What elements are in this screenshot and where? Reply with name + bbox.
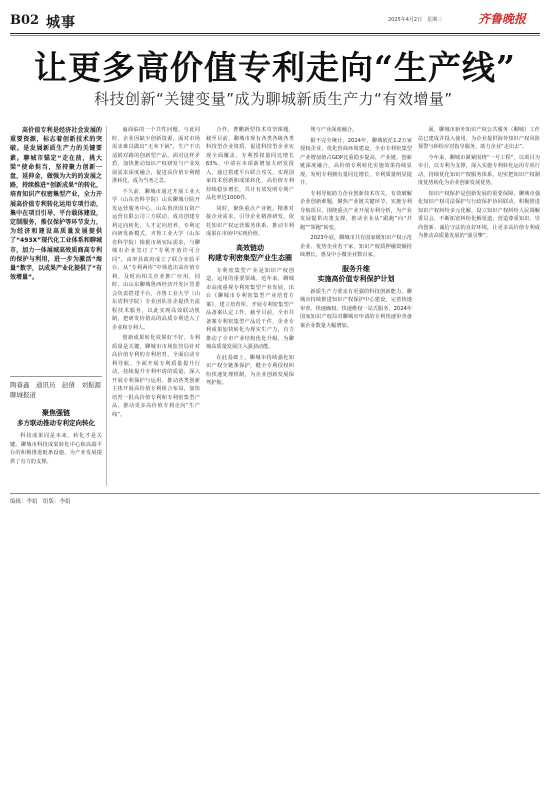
col3-heading: 高效链动 构建专利密集型产业生态圈 bbox=[208, 243, 292, 262]
header-rule bbox=[10, 33, 540, 34]
page-header bbox=[0, 0, 550, 40]
column-5 bbox=[418, 126, 540, 490]
col3-para: 在此基础上，聊城市持续强化知识产权全链条保护，健全专利侵权纠纷快速处理机制，为企业创新发展保驾护航。 bbox=[206, 354, 294, 386]
sidebar-body bbox=[10, 432, 102, 482]
page-number: B02 bbox=[10, 13, 40, 28]
section-name: 城事 bbox=[46, 15, 76, 31]
col3-para: 同时，聚焦重点产业链，精准对接企业需求，引导企业精准研发，依托知识产权运营服务体系，推动专利成果在市场中实现价值。 bbox=[206, 205, 294, 237]
lead-paragraph bbox=[10, 126, 102, 374]
column-divider bbox=[106, 126, 107, 486]
column-3 bbox=[206, 126, 294, 490]
sidebar-text: 科技成果同是未来，转化才是关键。聊城市科技成果转化中心和高端平台的积极推进链条设施，为产业发展提供了有力的支撑。 bbox=[10, 433, 102, 465]
col3-para: 专利密集型产业是知识产权创造、运用的重要领域。近年来，聊城市高度重视专利密集型产业发展，出台《聊城市专利密集型产业培育方案》，建立培育库，开展专利密集型产品备案认定工作，截至目前，全市共备案专利密集型产品近千件，企业专利成果加快转化为现实生产力，有力推动了全市产业结构优化升级，为聊城高质量发展注入强劲动能。 bbox=[206, 267, 294, 350]
col4-heading: 服务升维 实施高价值专利保护计划 bbox=[317, 264, 395, 283]
footer-rule bbox=[10, 493, 540, 494]
column-4 bbox=[300, 126, 412, 490]
col2-para: 遍面临的一个共性问题。与此同时，企业因缺少创新资源，面对市场需求难以做出“无米下锅”，生产不出适销对路的创新型产品，面对这样矛盾，加快推动知识产权研发与产业发展需求深度融合，促进高价值专利精准转化，成为当务之急。 bbox=[112, 127, 200, 184]
col5-para: 知识产权保护是创新发展的重要保障，聊城市强化知识产权司法保护与行政保护协同联动，积极推进知识产权纠纷多元化解，设立知识产权纠纷人民调解委员会，不断拓宽纠纷化解渠道，营造尊重知识、崇尚创新、诚信守法的良好环境，让更多高价值专利成为推动高质量发展的“强引擎”。 bbox=[418, 190, 540, 239]
sidebar-title: 聚焦强链 bbox=[42, 409, 70, 417]
subheadline: 科技创新“关键变量”成为聊城新质生产力“有效增量” bbox=[94, 90, 453, 108]
headline: 让更多高价值专利走向“生产线” bbox=[34, 48, 516, 87]
col3-para: 合作，曹鹏新型技术攻坚课题，截至目前，聊城市现有各类各级各类科技型企业资质，促进科技型企业实现全面覆盖，专利授权量同比增长63%，中请在本项新增加大研发投入，通过搭建平台联合攻关，实现国家技术创新和成果转化，高价值专利持续稳步增长，共计有效发明专利产品化率近1000件。 bbox=[206, 127, 294, 201]
col5-para: 面，聊城市新外知识产权公共服务（聊城）工作站已建成并投入使用，为企业提供海外知识产权风险预警与纠纷应对指导服务，助力企业“走出去”。 bbox=[418, 127, 540, 150]
col4-para: 新质生产力要求有更强的科技创新能力。聊城市持续推进知识产权保护中心建设，完善快速审查、快速确权、快速维权一站式服务，2024年国家知识产权局对聊城市申请的专利快速审查备案企业数量大幅增加。 bbox=[300, 288, 412, 329]
col2-para: 不久前，聊城市通过开展工业大学（山东省科学院）山东聊城分院开发运营服务中心、山东鲁泽国有资产运营有限公司三方联动，成功创建专利定向转化，人才定向培养，专利定向研发新模式，齐鲁工业大学（山东省科学院）根据市场实际需求，与聊城市企业签订了“专利开放许可合同”，由率县政府成立了联合实验平台，从“专利两库”中筛选出高价值专利，及时向相关企业推广应用，同时，由山东聊城鲁西经济开发区管委会负责搭建平台，齐鲁工业大学（山东省科学院）专业团队驻企提供全流程技术服务，以此实现高效联动机制，把研发价值高的高质专利送入了企业和专利人。 bbox=[112, 188, 200, 331]
col5-para: 今年来，聊城市紧紧围绕“一号工程”，以项目为牵引，以专利为支撑，深入实施专利转化运用专项行动，持续优化知识产权服务体系，切实把知识产权制度优势转化为企业创新发展优势。 bbox=[418, 154, 540, 186]
byline: 陶睿鑫 通讯员 赵倩 刘振源 聊城报道 bbox=[10, 381, 108, 399]
issue-date: 2025年4月2日 星期三 bbox=[388, 17, 443, 23]
lead-text: 高价值专利是经济社会发展的重要资源，标志着创新技术的突破。是发展新质生产力的关键要素。聊城市锚定“走在前，挑大梁”使命担当，坚持聚力创新一盘，延伸金，做强为大的的发展之路，持续推进“创新成果”的转化，培育知识产权密集型产业，全力开展高价值专利转化运用专项行动，集中在项目引导，平台载体建设，定制服务，推仅保护等环节发力，为经济和建设高质量发展提供了“493X”现代化工业体系和聊城市，加力一体展城高效质商高专利的保护与利用，进一步为激活“海量”数字，以成果产业化提供了“有效增量”。 bbox=[10, 127, 102, 282]
editor-credit: 编辑：李娟 组版：李娟 bbox=[10, 499, 71, 505]
sidebar-subtitle: 多方联动推动专利定向转化 bbox=[17, 419, 95, 427]
header-rule-thin bbox=[10, 35, 540, 36]
col4-para: 据不完全统计，2024年，聊城依托1.2万家授权企业，优化营商环境建设，全市专利密集型产业增加值占GDP比重稳步提高，产业链、创新链深度融合，高价值专利转化实施效果持续显现，发明专利拥有量同比增长，专利质量明显提升。 bbox=[300, 137, 412, 186]
col4-para: 2023年底，聊城市共有国家级知识产权示范企业、优势企业若干家，知识产权质押融资额持续增长，惠及中小微企业数百家。 bbox=[300, 235, 412, 258]
col4-para: 规与产业深度融合。 bbox=[310, 127, 358, 133]
col2-para: 创新成果转化效果好不好，专利质量是关键。聊城市市场监管局针对高价值专利的专利培育，全面启动专利导航、全面开展专利质量提升行动，持续提升专利申请的质量，深入开展专利保护与运用，推动各类创新主体开展高价值专利组合布局，加快培育一批高价值专利和专利密集型产品，推动更多高价值专利走向“生产线”。 bbox=[112, 335, 200, 418]
lead-divider bbox=[10, 376, 102, 377]
col4-para: 专利导航助力企业创新技术攻关，有效破解企业创新难题，聚焦产业链关键环节，实施专利导航项目，围绕重点产业开展专利分析，为产业发展提供决策支撑，推动企业从“跟跑”向“并跑”“领跑”转变。 bbox=[300, 190, 412, 231]
newspaper-masthead: 齐鲁晚报 bbox=[478, 12, 527, 26]
column-2 bbox=[112, 126, 200, 490]
